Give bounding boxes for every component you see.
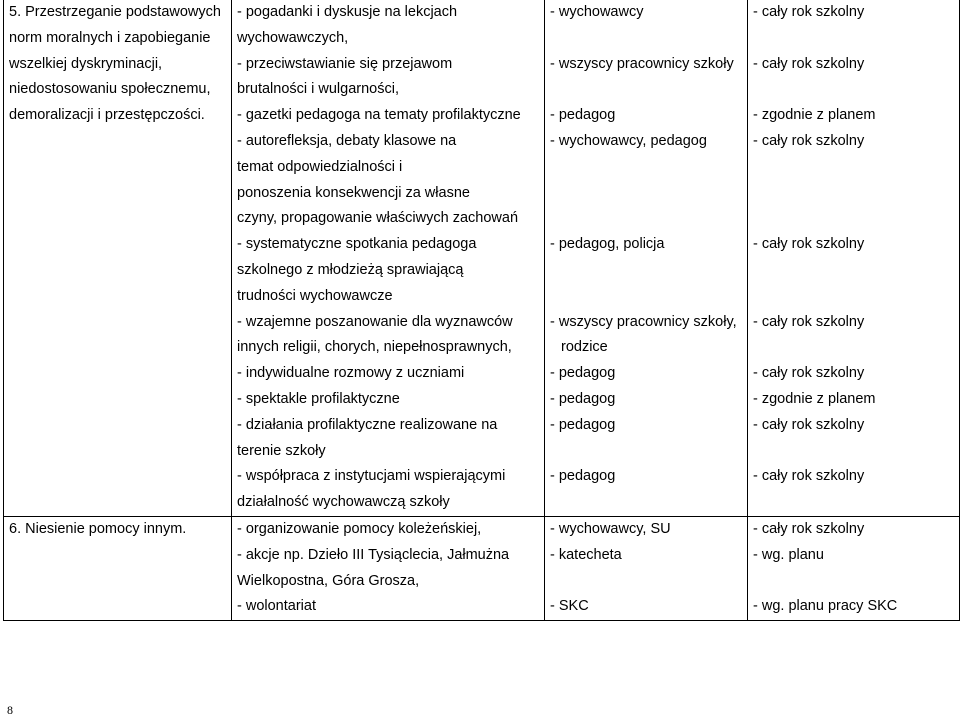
responsible-line: - wychowawcy, SU [550,520,671,537]
responsible-line [550,569,747,595]
actions-cell [232,516,545,620]
responsible-line: - pedagog [550,107,616,124]
actions-line: - akcje np. Dzieło III Tysiąclecia, Jałmużna [237,546,510,563]
responsible-line: rodzice [561,339,608,356]
responsible-line: - wychowawcy, pedagog [550,132,707,149]
actions-line: - spektakle profilaktyczne [237,390,400,407]
responsible-line: - katecheta [550,546,622,563]
actions-line: ponoszenia konsekwencji za własne [237,184,470,201]
actions-line: Wielkopostna, Góra Grosza, [237,572,420,589]
responsible-line [550,490,747,516]
responsible-line [550,258,747,284]
actions-line: - gazetki pedagoga na tematy profilaktyczne [237,107,521,124]
timing-line [753,258,959,284]
actions-line: temat odpowiedzialności i [237,158,403,175]
timing-line [753,155,959,181]
plan-table [3,0,960,621]
responsible-line: - pedagog [550,390,616,407]
actions-line: brutalności i wulgarności, [237,81,399,98]
actions-line: - działania profilaktyczne realizowane na [237,416,498,433]
task-line: demoralizacji i przestępczości. [9,107,205,124]
timing-line [753,439,959,465]
responsible-line [550,181,747,207]
actions-line: terenie szkoły [237,442,326,459]
timing-cell [748,516,960,620]
timing-line: - zgodnie z planem [753,107,876,124]
responsible-line: - wychowawcy [550,4,644,20]
responsible-line: - pedagog [550,365,616,382]
actions-line: szkolnego z młodzieżą sprawiającą [237,261,464,278]
responsible-line [550,77,747,103]
timing-line [753,490,959,516]
actions-line: - wolontariat [237,598,316,615]
responsible-line: - SKC [550,598,589,615]
timing-line: - cały rok szkolny [753,365,865,382]
task-line: 5. Przestrzeganie podstawowych [9,4,221,20]
timing-line [753,181,959,207]
responsible-line [550,155,747,181]
task-line: niedostosowaniu społecznemu, [9,81,211,98]
actions-line: czyny, propagowanie właściwych zachowań [237,210,519,227]
timing-line [753,569,959,595]
task-line: norm moralnych i zapobieganie [9,29,211,46]
page-number: 8 [7,703,13,717]
table-row-5 [4,0,960,516]
actions-line: trudności wychowawcze [237,287,393,304]
timing-line: - wg. planu [753,546,824,563]
table-row-6 [4,516,960,620]
responsible-cell [545,0,748,516]
actions-line: - wzajemne poszanowanie dla wyznawców [237,313,513,330]
timing-line: - cały rok szkolny [753,416,865,433]
responsible-line [550,284,747,310]
responsible-line: - wszyscy pracownicy szkoły [550,55,734,72]
timing-line: - cały rok szkolny [753,236,865,253]
responsible-line [550,206,747,232]
responsible-line: - pedagog [550,468,616,485]
actions-cell [232,0,545,516]
responsible-line: - wszyscy pracownicy szkoły, [550,313,737,330]
timing-line [753,284,959,310]
task-line: wszelkiej dyskryminacji, [9,55,163,72]
actions-line: - systematyczne spotkania pedagoga [237,236,477,253]
timing-line [753,77,959,103]
actions-line: wychowawczych, [237,29,349,46]
actions-line: innych religii, chorych, niepełnosprawnych, [237,339,512,356]
timing-line [753,26,959,52]
responsible-line: - pedagog [550,416,616,433]
timing-line [753,206,959,232]
responsible-cell [545,516,748,620]
timing-line: - zgodnie z planem [753,390,876,407]
actions-line: - pogadanki i dyskusje na lekcjach [237,4,458,20]
task-cell [4,516,232,620]
responsible-line: - pedagog, policja [550,236,665,253]
timing-line: - cały rok szkolny [753,313,865,330]
task-cell [4,0,232,516]
timing-line: - cały rok szkolny [753,4,865,20]
task-line: 6. Niesienie pomocy innym. [9,520,187,537]
timing-line: - cały rok szkolny [753,468,865,485]
actions-line: - współpraca z instytucjami wspierającymi [237,468,506,485]
actions-line: działalność wychowawczą szkoły [237,494,450,511]
actions-line: - indywidualne rozmowy z uczniami [237,365,465,382]
responsible-line [550,439,747,465]
responsible-line [550,26,747,52]
actions-line: - organizowanie pomocy koleżeńskiej, [237,520,482,537]
timing-line: - wg. planu pracy SKC [753,598,898,615]
actions-line: - przeciwstawianie się przejawom [237,55,453,72]
actions-line: - autorefleksja, debaty klasowe na [237,132,457,149]
timing-line [753,335,959,361]
timing-line: - cały rok szkolny [753,520,865,537]
timing-line: - cały rok szkolny [753,55,865,72]
timing-line: - cały rok szkolny [753,132,865,149]
timing-cell [748,0,960,516]
